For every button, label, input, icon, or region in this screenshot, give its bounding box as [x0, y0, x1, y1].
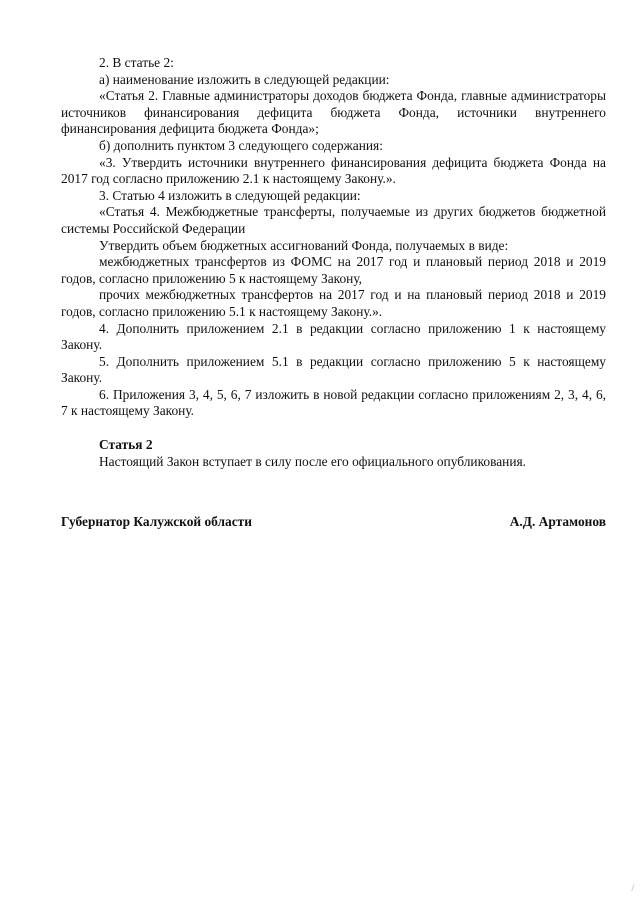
- paragraph-subitem-b: б) дополнить пунктом 3 следующего содержания:: [99, 137, 383, 153]
- corner-mark: /: [631, 883, 634, 894]
- paragraph-article4-title: «Статья 4. Межбюджетные трансферты, получаемые из других бюджетов бюджетной системы Российской Федерации: [61, 204, 606, 236]
- paragraph-approve-volume: Утвердить объем бюджетных ассигнований Фонда, получаемых в виде:: [99, 237, 509, 253]
- document-body: [61, 55, 606, 470]
- paragraph-item-6: 6. Приложения 3, 4, 5, 6, 7 изложить в новой редакции согласно приложениям 2, 3, 4, 6, 7 к настоящему Закону.: [61, 386, 606, 419]
- paragraph-item-4: 4. Дополнить приложением 2.1 в редакции согласно приложению 1 к настоящему Закону.: [61, 320, 606, 353]
- article-2-heading: Статья 2: [99, 437, 153, 453]
- paragraph-item-5: 5. Дополнить приложением 5.1 в редакции согласно приложению 5 к настоящему Закону.: [61, 353, 606, 386]
- paragraph-subitem-a: а) наименование изложить в следующей редакции:: [99, 71, 390, 87]
- article-2-text: Настоящий Закон вступает в силу после его официального опубликования.: [99, 453, 527, 469]
- signatory-position: Губернатор Калужской области: [61, 514, 252, 529]
- signatory-name: А.Д. Артамонов: [509, 514, 606, 529]
- paragraph-article2-title: «Статья 2. Главные администраторы доходов бюджета Фонда, главные администраторы источников финансирования дефицита бюджета Фонда, источники внутреннего финансирования дефицита бюджета Фонда»;: [61, 88, 606, 137]
- signature-block: [61, 514, 606, 531]
- paragraph-point3: «3. Утвердить источники внутреннего финансирования дефицита бюджета Фонда на 2017 год согласно приложению 2.1 к настоящему Закону.».: [61, 154, 606, 187]
- paragraph-other-transfers: прочих межбюджетных трансфертов на 2017 год и на плановый период 2018 и 2019 годов, согласно приложению 5.1 к настоящему Закону.».: [61, 287, 606, 319]
- section-spacer: [61, 420, 606, 437]
- paragraph-item-3: 3. Статью 4 изложить в следующей редакции:: [99, 187, 361, 203]
- paragraph-item-2: 2. В статье 2:: [99, 55, 174, 70]
- paragraph-foms-transfers: межбюджетных трансфертов из ФОМС на 2017 год и плановый период 2018 и 2019 годов, согласно приложению 5 к настоящему Закону,: [61, 254, 606, 286]
